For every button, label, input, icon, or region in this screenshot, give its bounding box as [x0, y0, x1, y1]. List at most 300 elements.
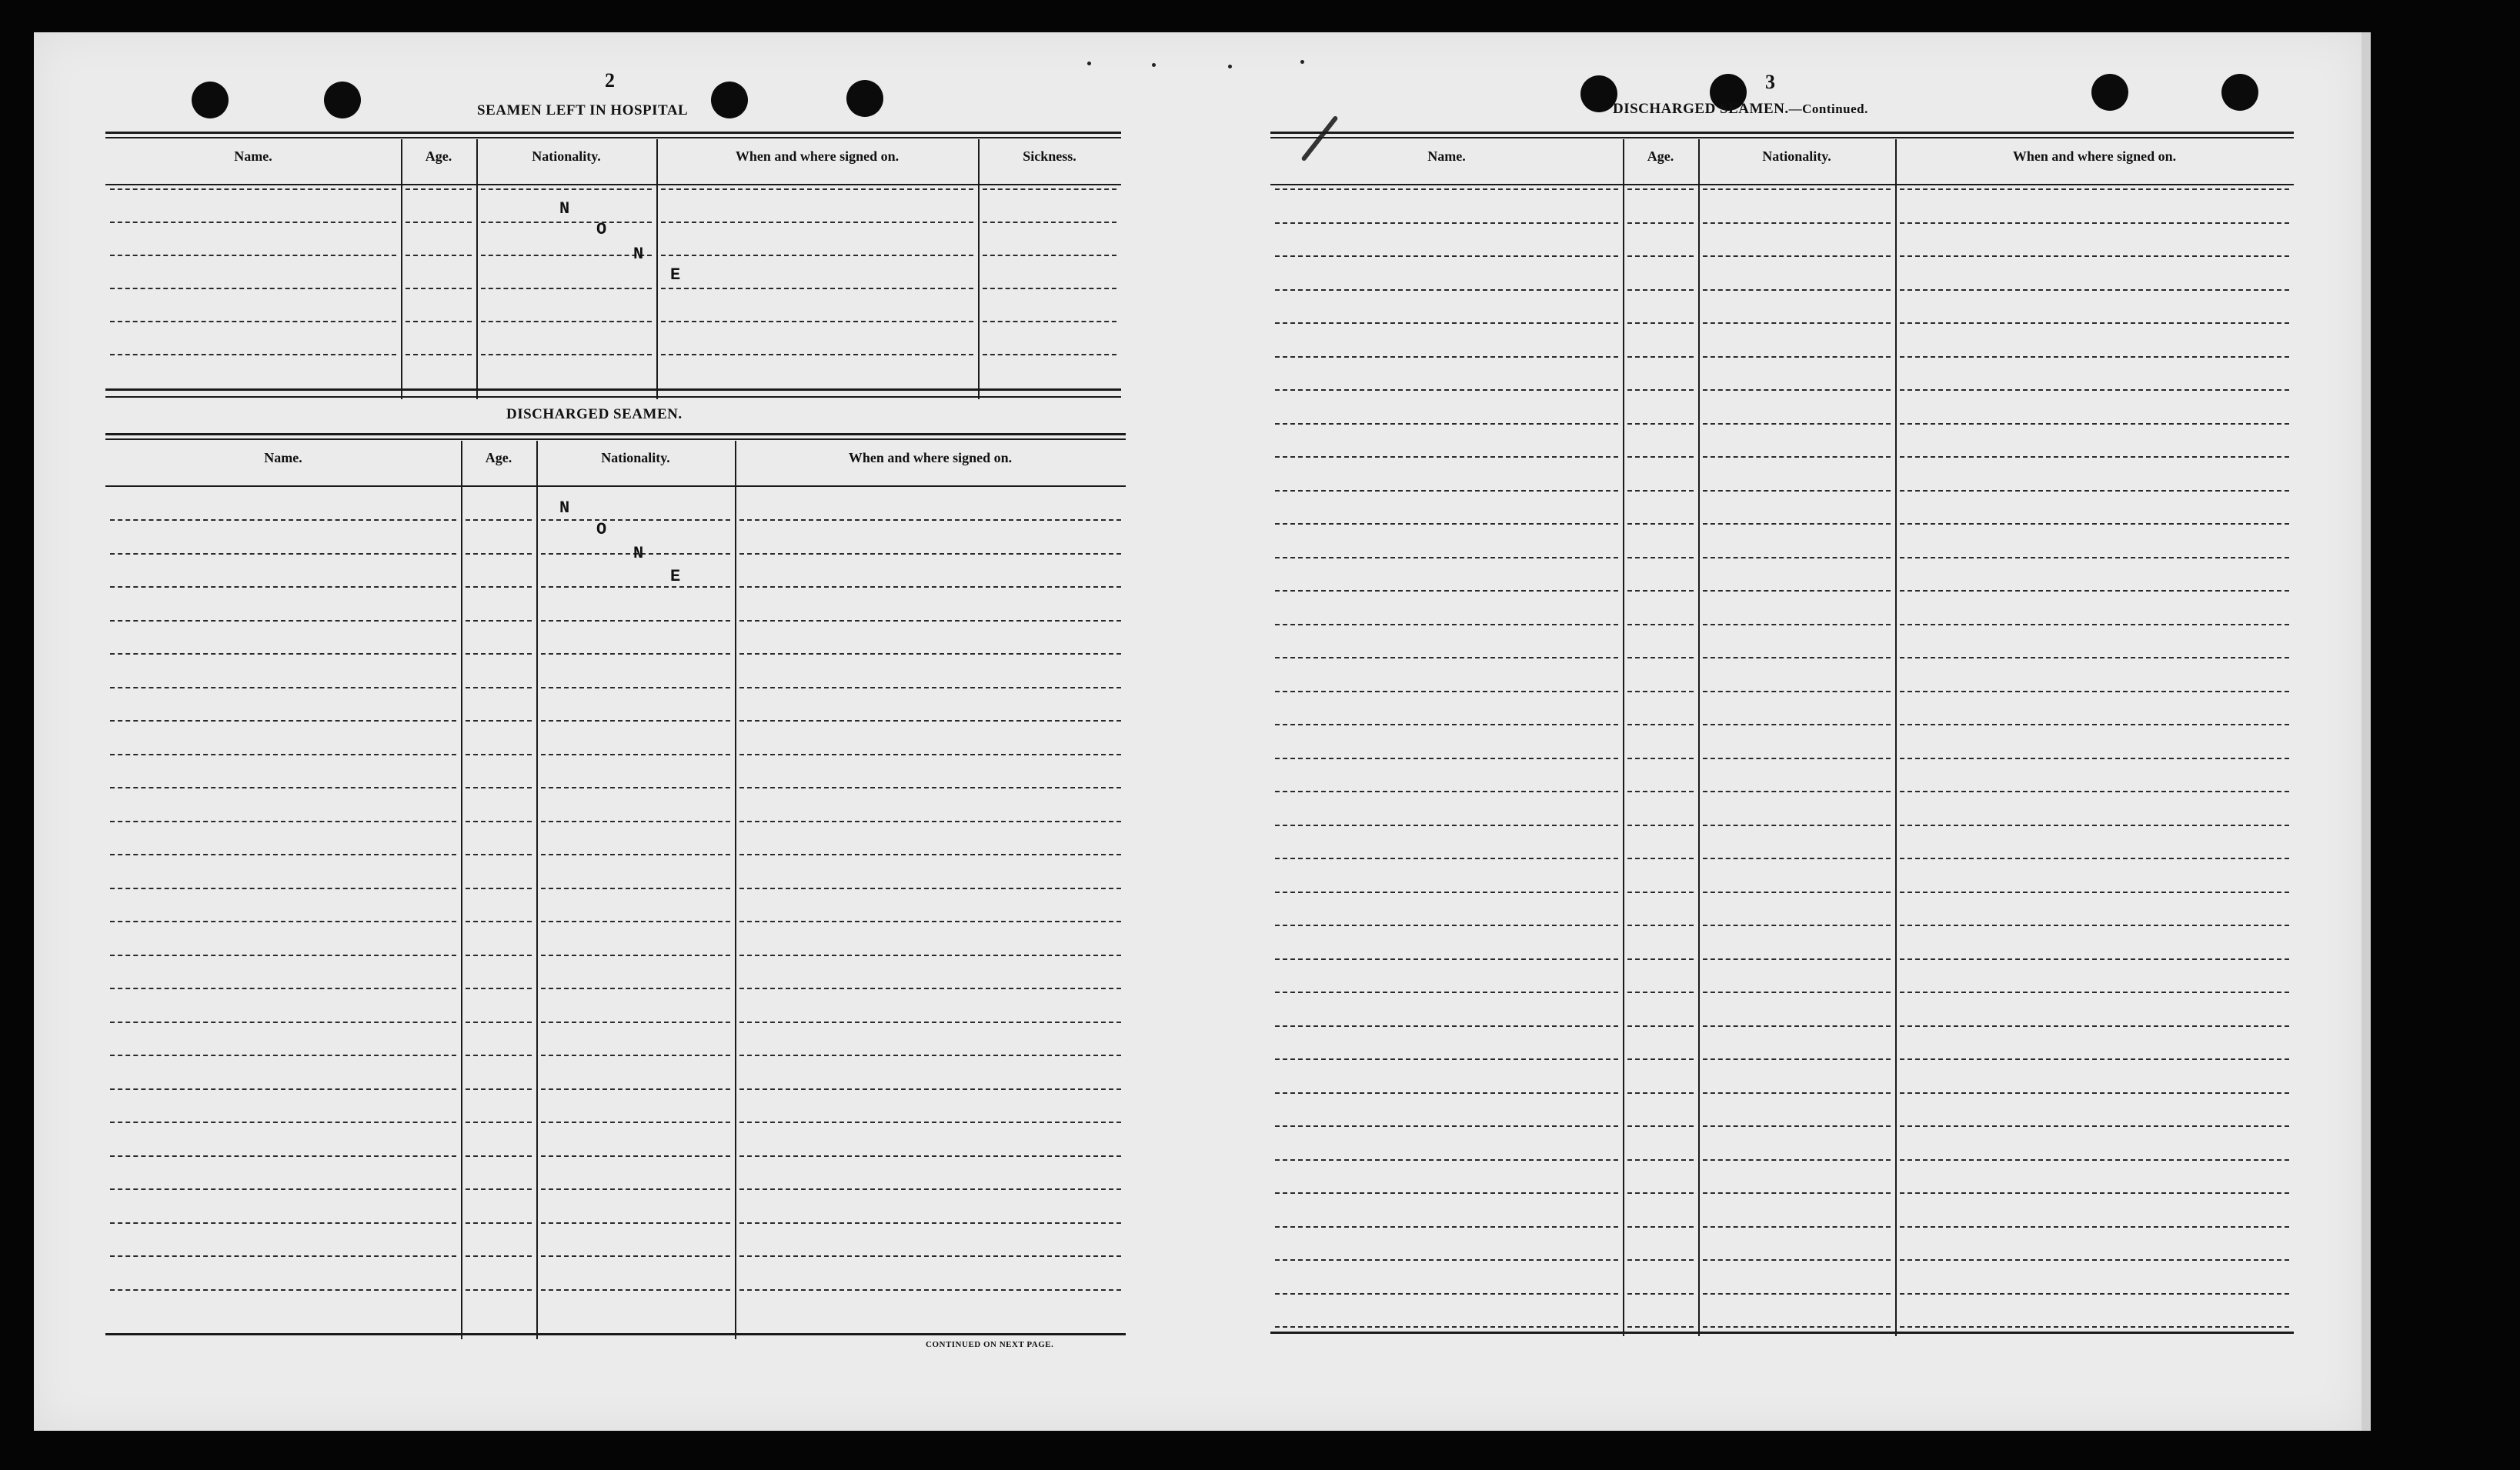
punch-hole [2221, 74, 2258, 111]
table-row-rule [1703, 423, 1891, 425]
column-divider [1698, 139, 1700, 1336]
table-row-rule [1703, 724, 1891, 725]
table-row-rule [1627, 523, 1694, 525]
table-row-rule [1275, 188, 1618, 190]
table-row-rule [1275, 389, 1618, 391]
table-row-rule [481, 321, 652, 322]
table-row-rule [466, 1055, 532, 1056]
table-row-rule [541, 821, 730, 822]
table-row-rule [110, 787, 456, 788]
table-row-rule [739, 1222, 1121, 1224]
table-row-rule [1703, 1259, 1891, 1261]
table-row-rule [541, 921, 730, 922]
none-letter: O [596, 520, 607, 539]
discharged-section-title: DISCHARGED SEAMEN. [506, 406, 683, 422]
table-row-rule [1627, 322, 1694, 324]
table-row-rule [541, 988, 730, 989]
table-row-rule [110, 888, 456, 889]
table-row-rule [983, 188, 1116, 190]
punch-hole [2091, 74, 2128, 111]
table-row-rule [739, 1188, 1121, 1190]
table-row-rule [110, 754, 456, 755]
hospital-table [105, 132, 1121, 401]
table-top-rule [105, 132, 1121, 138]
col-head-name: Name. [1427, 148, 1466, 164]
table-row-rule [739, 988, 1121, 989]
table-row-rule [1703, 1058, 1891, 1060]
table-row-rule [110, 1122, 456, 1123]
table-row-rule [466, 1122, 532, 1123]
table-row-rule [739, 1289, 1121, 1291]
table-bottom-rule [105, 1333, 1126, 1335]
table-row-rule [466, 519, 532, 521]
table-row-rule [1627, 222, 1694, 224]
table-row-rule [466, 787, 532, 788]
table-row-rule [466, 720, 532, 722]
table-row-rule [739, 519, 1121, 521]
table-row-rule [1703, 958, 1891, 960]
table-row-rule [1703, 1092, 1891, 1094]
table-row-rule [1627, 791, 1694, 792]
punch-hole [1580, 75, 1617, 112]
table-row-rule [739, 553, 1121, 555]
table-row-rule [481, 354, 652, 355]
right-page-title [1613, 101, 1868, 118]
table-row-rule [1703, 1293, 1891, 1295]
table-row-rule [481, 255, 652, 256]
table-row-rule [1275, 1159, 1618, 1161]
table-row-rule [1275, 825, 1618, 826]
table-row-rule [1703, 490, 1891, 492]
table-row-rule [1900, 222, 2289, 224]
table-row-rule [1275, 758, 1618, 759]
table-row-rule [1627, 423, 1694, 425]
table-top-rule [105, 433, 1126, 440]
table-row-rule [1900, 825, 2289, 826]
table-row-rule [1275, 691, 1618, 692]
table-row-rule [406, 354, 472, 355]
table-row-rule [1900, 1092, 2289, 1094]
table-row-rule [1703, 523, 1891, 525]
table-row-rule [110, 1289, 456, 1291]
table-row-rule [481, 188, 652, 190]
table-row-rule [661, 321, 973, 322]
col-head-age: Age. [425, 148, 452, 164]
table-row-rule [1627, 490, 1694, 492]
table-row-rule [110, 1088, 456, 1090]
table-row-rule [1275, 1025, 1618, 1027]
table-row-rule [1703, 1159, 1891, 1161]
table-row-rule [110, 988, 456, 989]
table-row-rule [1275, 1259, 1618, 1261]
table-row-rule [1627, 1226, 1694, 1228]
table-row-rule [661, 222, 973, 223]
table-row-rule [1900, 1125, 2289, 1127]
table-row-rule [541, 519, 730, 521]
table-row-rule [661, 354, 973, 355]
table-row-rule [466, 1289, 532, 1291]
table-row-rule [1275, 1326, 1618, 1328]
table-row-rule [1900, 255, 2289, 257]
table-row-rule [1627, 958, 1694, 960]
table-row-rule [983, 222, 1116, 223]
table-row-rule [983, 321, 1116, 322]
table-row-rule [739, 888, 1121, 889]
none-letter: N [559, 498, 570, 518]
table-row-rule [739, 921, 1121, 922]
table-row-rule [466, 1022, 532, 1023]
column-divider [461, 441, 462, 1339]
table-row-rule [1627, 724, 1694, 725]
col-head-age: Age. [485, 450, 512, 465]
table-row-rule [1900, 892, 2289, 893]
table-row-rule [541, 687, 730, 688]
table-row-rule [661, 288, 973, 289]
table-row-rule [1703, 1226, 1891, 1228]
table-row-rule [466, 921, 532, 922]
table-row-rule [1627, 289, 1694, 291]
table-row-rule [1275, 557, 1618, 558]
table-row-rule [110, 586, 456, 588]
table-row-rule [1627, 858, 1694, 859]
table-row-rule [1703, 1025, 1891, 1027]
column-divider [536, 441, 538, 1339]
table-row-rule [1275, 255, 1618, 257]
table-row-rule [739, 687, 1121, 688]
table-row-rule [466, 955, 532, 956]
speck [1228, 65, 1232, 68]
table-row-rule [1900, 657, 2289, 658]
table-row-rule [1900, 1293, 2289, 1295]
table-row-rule [110, 1188, 456, 1190]
table-row-rule [110, 821, 456, 822]
table-row-rule [1703, 188, 1891, 190]
table-row-rule [1275, 1092, 1618, 1094]
table-row-rule [739, 754, 1121, 755]
table-row-rule [1275, 523, 1618, 525]
table-row-rule [739, 620, 1121, 622]
table-row-rule [739, 1122, 1121, 1123]
table-row-rule [110, 255, 396, 256]
table-row-rule [1900, 992, 2289, 993]
header-rule [105, 485, 1126, 487]
none-letter: N [559, 199, 570, 218]
table-row-rule [1627, 255, 1694, 257]
table-row-rule [1703, 691, 1891, 692]
table-row-rule [1703, 858, 1891, 859]
table-row-rule [110, 553, 456, 555]
table-bottom-rule [105, 388, 1121, 391]
table-row-rule [1900, 356, 2289, 358]
continued-note: CONTINUED ON NEXT PAGE. [926, 1340, 1054, 1349]
table-row-rule [1627, 557, 1694, 558]
table-row-rule [1275, 858, 1618, 859]
table-row-rule [1627, 1025, 1694, 1027]
table-row-rule [983, 288, 1116, 289]
table-row-rule [1627, 758, 1694, 759]
table-row-rule [1275, 490, 1618, 492]
table-row-rule [983, 255, 1116, 256]
table-row-rule [1703, 758, 1891, 759]
table-row-rule [466, 754, 532, 755]
table-row-rule [1275, 289, 1618, 291]
table-row-rule [1275, 1058, 1618, 1060]
table-row-rule [1703, 389, 1891, 391]
table-row-rule [110, 1155, 456, 1157]
table-row-rule [1703, 825, 1891, 826]
table-row-rule [1627, 992, 1694, 993]
table-row-rule [1900, 791, 2289, 792]
table-row-rule [739, 821, 1121, 822]
table-row-rule [1275, 456, 1618, 458]
table-row-rule [1900, 1226, 2289, 1228]
table-row-rule [466, 586, 532, 588]
table-row-rule [1900, 557, 2289, 558]
table-row-rule [1627, 825, 1694, 826]
table-row-rule [1900, 490, 2289, 492]
table-row-rule [1627, 624, 1694, 625]
table-row-rule [541, 1255, 730, 1257]
table-row-rule [1900, 758, 2289, 759]
table-row-rule [541, 720, 730, 722]
table-row-rule [1627, 590, 1694, 592]
table-row-rule [1627, 456, 1694, 458]
table-row-rule [541, 754, 730, 755]
col-head-signed-on: When and where signed on. [2012, 148, 2177, 164]
table-row-rule [1703, 222, 1891, 224]
speck [1152, 63, 1156, 67]
table-row-rule [110, 1022, 456, 1023]
table-row-rule [110, 1055, 456, 1056]
table-row-rule [1900, 322, 2289, 324]
right-page-title-suffix: —Continued. [1788, 102, 1868, 116]
table-row-rule [1627, 356, 1694, 358]
table-row-rule [110, 222, 396, 223]
table-row-rule [739, 787, 1121, 788]
table-row-rule [1275, 791, 1618, 792]
table-row-rule [1900, 456, 2289, 458]
table-row-rule [1627, 389, 1694, 391]
table-row-rule [110, 921, 456, 922]
col-head-age: Age. [1647, 148, 1674, 164]
table-row-rule [1627, 1125, 1694, 1127]
hospital-section-title: SEAMEN LEFT IN HOSPITAL [477, 102, 689, 118]
table-row-rule [1703, 657, 1891, 658]
table-row-rule [1275, 657, 1618, 658]
table-row-rule [1703, 892, 1891, 893]
table-row-rule [466, 620, 532, 622]
column-divider [476, 139, 478, 399]
table-row-rule [739, 720, 1121, 722]
table-row-rule [110, 321, 396, 322]
table-row-rule [739, 1255, 1121, 1257]
punch-hole [192, 82, 229, 118]
table-row-rule [1703, 1192, 1891, 1194]
table-row-rule [1627, 925, 1694, 926]
table-row-rule [1703, 255, 1891, 257]
table-row-rule [1627, 1326, 1694, 1328]
table-row-rule [110, 288, 396, 289]
table-row-rule [541, 1222, 730, 1224]
punch-hole [711, 82, 748, 118]
table-row-rule [1627, 657, 1694, 658]
table-row-rule [739, 1022, 1121, 1023]
table-row-rule [406, 255, 472, 256]
table-row-rule [110, 955, 456, 956]
table-row-rule [466, 1222, 532, 1224]
table-row-rule [406, 321, 472, 322]
table-row-rule [541, 586, 730, 588]
table-row-rule [1275, 1125, 1618, 1127]
table-row-rule [1900, 958, 2289, 960]
table-row-rule [110, 854, 456, 855]
column-divider [1623, 139, 1624, 1336]
table-row-rule [1627, 1293, 1694, 1295]
table-row-rule [1900, 624, 2289, 625]
table-row-rule [541, 1055, 730, 1056]
table-row-rule [1275, 624, 1618, 625]
col-head-name: Name. [264, 450, 302, 465]
punch-hole [846, 80, 883, 117]
table-bottom-rule [1270, 1332, 2294, 1334]
right-page-title-main: DISCHARGED SEAMEN. [1613, 101, 1789, 117]
table-row-rule [1900, 1259, 2289, 1261]
table-row-rule [1627, 1192, 1694, 1194]
table-row-rule [1703, 1326, 1891, 1328]
table-row-rule [661, 188, 973, 190]
col-head-name: Name. [234, 148, 272, 164]
table-row-rule [1275, 1192, 1618, 1194]
table-row-rule [1900, 724, 2289, 725]
discharged-table-right [1270, 132, 2294, 1339]
table-row-rule [1900, 1192, 2289, 1194]
table-row-rule [1703, 322, 1891, 324]
table-row-rule [466, 687, 532, 688]
col-head-nationality: Nationality. [1762, 148, 1831, 164]
table-row-rule [1900, 389, 2289, 391]
column-divider [978, 139, 980, 399]
page-number-right: 3 [1765, 71, 1775, 93]
table-row-rule [541, 854, 730, 855]
table-row-rule [1275, 724, 1618, 725]
table-row-rule [541, 1088, 730, 1090]
table-row-rule [739, 1055, 1121, 1056]
punch-hole [324, 82, 361, 118]
table-row-rule [1275, 356, 1618, 358]
table-row-rule [406, 188, 472, 190]
table-row-rule [481, 288, 652, 289]
page-number-left: 2 [605, 69, 615, 92]
table-row-rule [1275, 423, 1618, 425]
table-top-rule [1270, 132, 2294, 138]
table-row-rule [1900, 1058, 2289, 1060]
table-row-rule [1627, 188, 1694, 190]
table-row-rule [1275, 992, 1618, 993]
table-row-rule [466, 821, 532, 822]
table-row-rule [1703, 557, 1891, 558]
table-row-rule [1703, 992, 1891, 993]
col-head-nationality: Nationality. [601, 450, 670, 465]
column-divider [401, 139, 402, 399]
table-row-rule [739, 955, 1121, 956]
table-row-rule [466, 553, 532, 555]
table-row-rule [739, 586, 1121, 588]
table-row-rule [466, 653, 532, 655]
table-row-rule [1275, 1226, 1618, 1228]
table-row-rule [406, 222, 472, 223]
column-divider [735, 441, 736, 1339]
table-row-rule [1900, 691, 2289, 692]
table-row-rule [541, 787, 730, 788]
table-row-rule [739, 653, 1121, 655]
table-row-rule [110, 1222, 456, 1224]
table-row-rule [1627, 1159, 1694, 1161]
sheet-edge [2361, 32, 2371, 1431]
table-row-rule [1627, 892, 1694, 893]
col-head-signed-on: When and where signed on. [735, 148, 900, 164]
table-row-rule [110, 687, 456, 688]
table-row-rule [466, 1155, 532, 1157]
table-row-rule [1900, 858, 2289, 859]
table-row-rule [466, 854, 532, 855]
table-row-rule [406, 288, 472, 289]
table-row-rule [541, 888, 730, 889]
none-letter: E [670, 265, 681, 285]
table-row-rule [1703, 1125, 1891, 1127]
table-row-rule [110, 653, 456, 655]
table-row-rule [1703, 590, 1891, 592]
table-row-rule [1900, 590, 2289, 592]
table-bottom-rule [105, 396, 1121, 398]
table-row-rule [1703, 624, 1891, 625]
column-divider [1895, 139, 1897, 1336]
discharged-table-left [105, 433, 1126, 1341]
table-row-rule [110, 519, 456, 521]
none-letter: O [596, 220, 607, 239]
table-row-rule [466, 1088, 532, 1090]
table-row-rule [541, 955, 730, 956]
col-head-sickness: Sickness. [1023, 148, 1076, 164]
table-row-rule [1627, 691, 1694, 692]
table-row-rule [541, 1289, 730, 1291]
speck [1087, 62, 1091, 65]
table-row-rule [110, 1255, 456, 1257]
table-row-rule [1900, 1326, 2289, 1328]
table-row-rule [466, 1188, 532, 1190]
col-head-nationality: Nationality. [532, 148, 601, 164]
table-row-rule [983, 354, 1116, 355]
table-row-rule [1275, 958, 1618, 960]
table-row-rule [1627, 1058, 1694, 1060]
table-row-rule [110, 188, 396, 190]
table-row-rule [661, 255, 973, 256]
table-row-rule [1703, 289, 1891, 291]
table-row-rule [739, 1088, 1121, 1090]
table-row-rule [541, 1022, 730, 1023]
table-row-rule [1627, 1092, 1694, 1094]
table-row-rule [466, 888, 532, 889]
table-row-rule [110, 620, 456, 622]
table-row-rule [1703, 791, 1891, 792]
table-row-rule [739, 854, 1121, 855]
table-row-rule [110, 354, 396, 355]
col-head-signed-on: When and where signed on. [848, 450, 1013, 465]
table-row-rule [1900, 423, 2289, 425]
table-row-rule [1900, 523, 2289, 525]
table-row-rule [1275, 590, 1618, 592]
table-row-rule [541, 1122, 730, 1123]
table-row-rule [1627, 1259, 1694, 1261]
